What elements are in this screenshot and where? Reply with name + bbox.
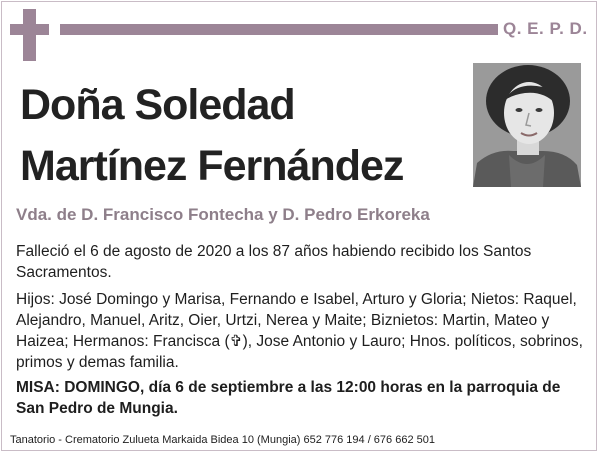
- death-notice-paragraph: Falleció el 6 de agosto de 2020 a los 87 años habiendo recibido los Santos Sacramentos.: [16, 243, 532, 281]
- cross-horizontal-bar: [10, 24, 49, 35]
- qepd-label: Q. E. P. D.: [503, 19, 588, 38]
- family-text-part2: ), Jose Antonio y Lauro; Hnos. políticos, sobrinos, primos y demas familia.: [16, 333, 583, 371]
- family-paragraph: [16, 289, 586, 373]
- deceased-name-line1: Doña Soledad: [20, 81, 295, 129]
- deceased-name-line2: Martínez Fernández: [20, 142, 404, 190]
- widow-of-line: Vda. de D. Francisco Fontecha y D. Pedro Erkoreka: [16, 205, 430, 224]
- cross-icon: ✞: [229, 332, 243, 350]
- cross-vertical-bar: [23, 9, 36, 61]
- funeral-home-footer: Tanatorio - Crematorio Zulueta Markaida Bidea 10 (Mungia) 652 776 194 / 676 662 501: [10, 434, 435, 446]
- family-text-part1: Hijos: José Domingo y Marisa, Fernando e Isabel, Arturo y Gloria; Nietos: Raquel, Alejandro, Manuel, Aritz, Oier, Urtzi, Nerea y Maite; Biznietos: Martin, Mateo y Haizea; Hermanos: Francisca (: [16, 291, 577, 350]
- mass-announcement: MISA: DOMINGO, día 6 de septiembre a las 12:00 horas en la parroquia de San Pedro de Mungia.: [16, 379, 561, 417]
- deceased-photo: [473, 63, 581, 187]
- portrait-image: [473, 63, 581, 187]
- header-rule: [60, 24, 498, 35]
